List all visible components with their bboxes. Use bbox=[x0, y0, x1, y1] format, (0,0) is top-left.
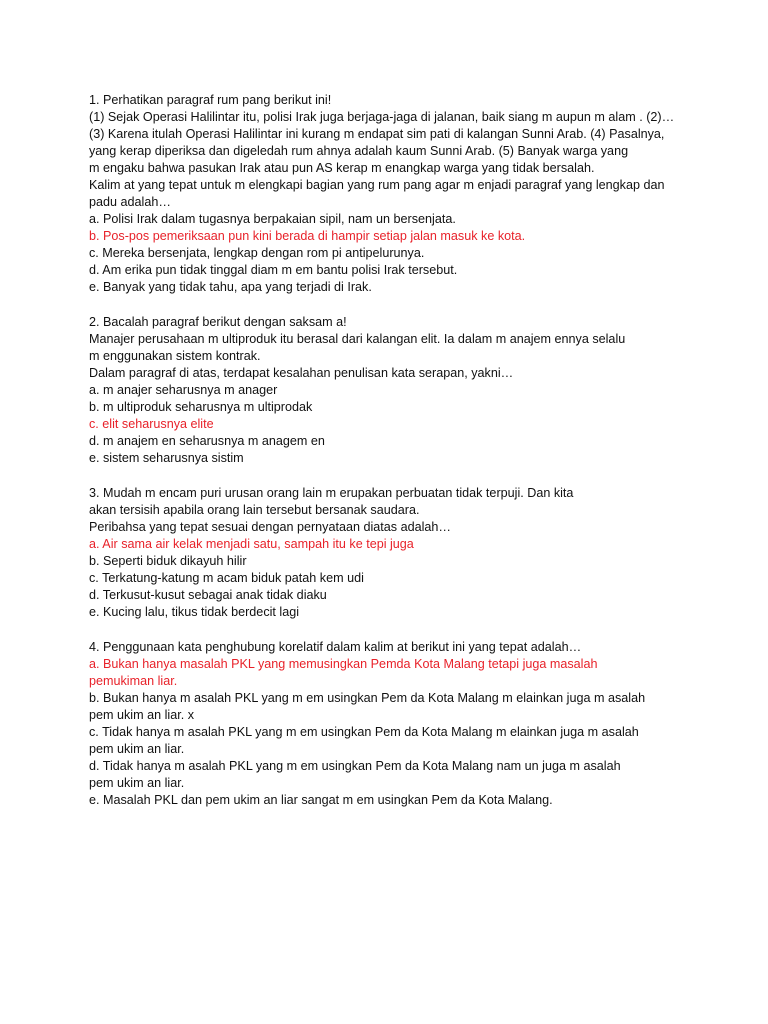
answer-option: d. m anajem en seharusnya m anagem en bbox=[89, 434, 325, 448]
answer-option: c. Tidak hanya m asalah PKL yang m em usingkan Pem da Kota Malang m elainkan juga m asalah bbox=[89, 725, 639, 739]
question-text-line: Peribahsa yang tepat sesuai dengan pernyataan diatas adalah… bbox=[89, 520, 451, 534]
question-text-line: (1) Sejak Operasi Halilintar itu, polisi Irak juga berjaga-jaga di jalanan, baik siang m aupun m alam . (2)… bbox=[89, 110, 675, 124]
question-4 bbox=[89, 639, 689, 809]
answer-option: d. Terkusut-kusut sebagai anak tidak diaku bbox=[89, 588, 327, 602]
question-text-line: m engaku bahwa pasukan Irak atau pun AS kerap m enangkap warga yang tidak bersalah. bbox=[89, 161, 595, 175]
question-text-line: Kalim at yang tepat untuk m elengkapi bagian yang rum pang agar m enjadi paragraf yang lengkap dan bbox=[89, 178, 665, 192]
answer-option: c. Mereka bersenjata, lengkap dengan rom pi antipelurunya. bbox=[89, 246, 425, 260]
answer-option: d. Am erika pun tidak tinggal diam m em bantu polisi Irak tersebut. bbox=[89, 263, 458, 277]
answer-option: e. Banyak yang tidak tahu, apa yang terjadi di Irak. bbox=[89, 280, 372, 294]
question-2 bbox=[89, 314, 689, 467]
question-text-line: Dalam paragraf di atas, terdapat kesalahan penulisan kata serapan, yakni… bbox=[89, 366, 514, 380]
answer-option: e. Kucing lalu, tikus tidak berdecit lagi bbox=[89, 605, 300, 619]
answer-option-continued: pem ukim an liar. x bbox=[89, 708, 194, 722]
answer-option: d. Tidak hanya m asalah PKL yang m em usingkan Pem da Kota Malang nam un juga m asalah bbox=[89, 759, 621, 773]
document-page bbox=[89, 92, 689, 827]
answer-option-continued: pem ukim an liar. bbox=[89, 776, 185, 790]
question-3 bbox=[89, 485, 689, 621]
question-text-line: 4. Penggunaan kata penghubung korelatif dalam kalim at berikut ini yang tepat adalah… bbox=[89, 640, 582, 654]
answer-option: e. sistem seharusnya sistim bbox=[89, 451, 244, 465]
question-text-line: 1. Perhatikan paragraf rum pang berikut ini! bbox=[89, 93, 332, 107]
question-1 bbox=[89, 92, 689, 296]
answer-option-correct: a. Bukan hanya masalah PKL yang memusingkan Pemda Kota Malang tetapi juga masalah bbox=[89, 657, 598, 671]
answer-option: b. Bukan hanya m asalah PKL yang m em usingkan Pem da Kota Malang m elainkan juga m asalah bbox=[89, 691, 646, 705]
question-text-line: padu adalah… bbox=[89, 195, 171, 209]
answer-option: b. m ultiproduk seharusnya m ultiprodak bbox=[89, 400, 313, 414]
answer-option: e. Masalah PKL dan pem ukim an liar sangat m em usingkan Pem da Kota Malang. bbox=[89, 793, 553, 807]
answer-option: c. Terkatung-katung m acam biduk patah kem udi bbox=[89, 571, 364, 585]
answer-option-correct: c. elit seharusnya elite bbox=[89, 417, 214, 431]
answer-option-continued: pem ukim an liar. bbox=[89, 742, 185, 756]
answer-option-correct: b. Pos-pos pemeriksaan pun kini berada di hampir setiap jalan masuk ke kota. bbox=[89, 229, 526, 243]
answer-option-correct: a. Air sama air kelak menjadi satu, sampah itu ke tepi juga bbox=[89, 537, 414, 551]
answer-option-correct-continued: pemukiman liar. bbox=[89, 674, 178, 688]
answer-option: a. Polisi Irak dalam tugasnya berpakaian sipil, nam un bersenjata. bbox=[89, 212, 456, 226]
question-text-line: 3. Mudah m encam puri urusan orang lain m erupakan perbuatan tidak terpuji. Dan kita bbox=[89, 486, 574, 500]
answer-option: a. m anajer seharusnya m anager bbox=[89, 383, 278, 397]
question-text-line: m enggunakan sistem kontrak. bbox=[89, 349, 261, 363]
question-text-line: akan tersisih apabila orang lain tersebut bersanak saudara. bbox=[89, 503, 420, 517]
question-text-line: 2. Bacalah paragraf berikut dengan saksam a! bbox=[89, 315, 347, 329]
question-text-line: Manajer perusahaan m ultiproduk itu berasal dari kalangan elit. Ia dalam m anajem ennya selalu bbox=[89, 332, 626, 346]
question-text-line: yang kerap diperiksa dan digeledah rum ahnya adalah kaum Sunni Arab. (5) Banyak warga yang bbox=[89, 144, 629, 158]
question-text-line: (3) Karena itulah Operasi Halilintar ini kurang m endapat sim pati di kalangan Sunni Arab. (4) Pasalnya, bbox=[89, 127, 665, 141]
answer-option: b. Seperti biduk dikayuh hilir bbox=[89, 554, 247, 568]
